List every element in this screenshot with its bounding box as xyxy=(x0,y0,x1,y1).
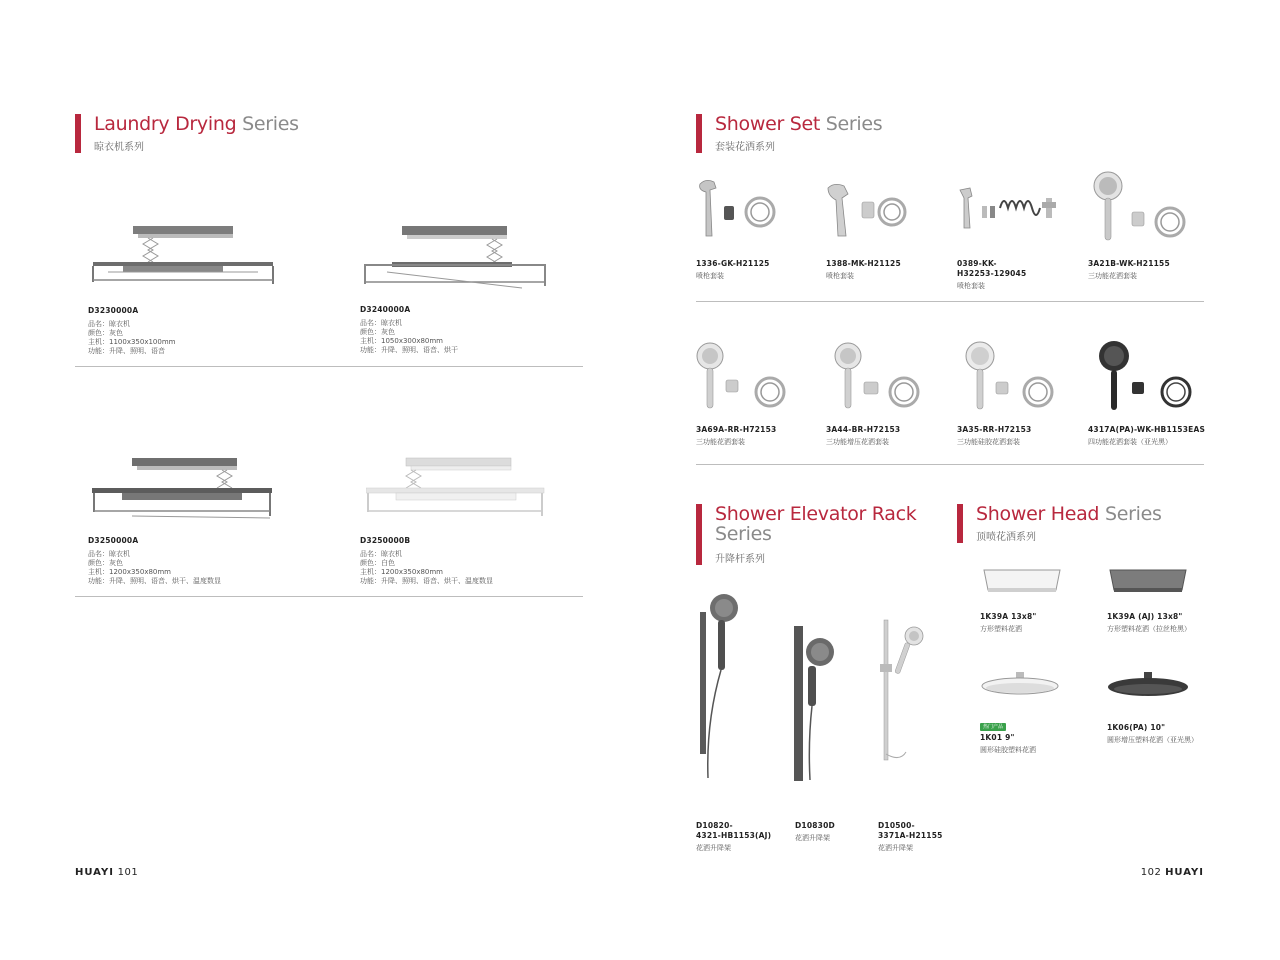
product-code: 1K39A (AJ) 13x8" xyxy=(1107,612,1183,621)
shower-set-item xyxy=(826,259,901,281)
title-highlight: Shower Head xyxy=(976,503,1100,525)
product-spec: 品名：晾衣机 xyxy=(360,319,402,327)
product-spec: 功能：升降、照明、语音、烘干 xyxy=(360,346,458,354)
product-desc: 方形塑料花洒 xyxy=(980,625,1022,633)
laundry-rack-d3230000a-image xyxy=(88,222,278,292)
shower-head-item xyxy=(1107,723,1198,745)
elevator-rack-image xyxy=(876,614,926,766)
left-footer xyxy=(75,867,138,878)
product-desc: 圆形增压塑料花洒（亚光黑） xyxy=(1107,736,1198,744)
hot-badge: 热门产品 xyxy=(980,723,1006,731)
shower-set-item xyxy=(696,425,776,447)
elevator-item xyxy=(696,821,771,853)
product-spec: 功能：升降、照明、语音、烘干、温度数显 xyxy=(88,577,221,585)
product-d3250000b xyxy=(360,536,493,586)
title-highlight: Laundry Drying xyxy=(94,113,237,135)
laundry-rack-d3250000b-image xyxy=(366,456,546,524)
divider xyxy=(696,301,1204,302)
title-tail: Series xyxy=(715,523,772,545)
product-code: 1K39A 13x8" xyxy=(980,612,1037,621)
product-code: D10500- 3371A-H21155 xyxy=(878,821,943,840)
product-spec: 品名：晾衣机 xyxy=(88,320,130,328)
product-code: D10820- 4321-HB1153(AJ) xyxy=(696,821,772,840)
product-code: D3230000A xyxy=(88,306,139,315)
product-desc: 三功能花洒套装 xyxy=(696,438,745,446)
section-subtitle: 升降杆系列 xyxy=(715,554,765,565)
shower-head-item xyxy=(980,713,1036,755)
page-number: 101 xyxy=(117,867,139,878)
square-shower-head-dark-image xyxy=(1106,566,1190,596)
product-code: D10830D xyxy=(795,821,835,830)
shower-set-item xyxy=(1088,259,1170,281)
page-number: 102 xyxy=(1140,867,1162,878)
product-desc: 喷枪套装 xyxy=(826,272,854,280)
shower-head-item xyxy=(1107,612,1191,634)
product-spec: 主机：1200x350x80mm xyxy=(360,568,444,576)
product-spec: 功能：升降、照明、语音、烘干、温度数显 xyxy=(360,577,493,585)
square-shower-head-image xyxy=(980,566,1064,596)
title-highlight: Shower Set xyxy=(715,113,821,135)
section-subtitle: 顶喷花洒系列 xyxy=(976,532,1036,543)
product-desc: 圆形硅胶塑料花洒 xyxy=(980,746,1036,754)
product-d3250000a xyxy=(88,536,221,586)
footer-brand: HUAYI xyxy=(75,867,114,878)
round-shower-head-image xyxy=(980,670,1062,698)
product-spec: 品名：晾衣机 xyxy=(360,550,402,558)
product-d3240000a xyxy=(360,305,458,355)
laundry-rack-d3250000a-image xyxy=(92,456,274,524)
right-page xyxy=(640,0,1280,960)
product-code: 4317A(PA)-WK-HB1153EAS xyxy=(1088,425,1206,434)
product-code: 3A44-BR-H72153 xyxy=(826,425,901,434)
product-code: 3A35-RR-H72153 xyxy=(957,425,1032,434)
divider xyxy=(696,464,1204,465)
title-tail: Series xyxy=(242,113,299,135)
hand-shower-set-image xyxy=(826,340,926,412)
hand-shower-set-image xyxy=(696,340,796,412)
product-desc: 喷枪套装 xyxy=(696,272,724,280)
product-code: D3250000A xyxy=(88,536,139,545)
product-spec: 主机：1200x350x80mm xyxy=(88,568,172,576)
product-desc: 花洒升降架 xyxy=(878,844,913,852)
product-desc: 花洒升降架 xyxy=(696,844,731,852)
product-desc: 三功能花洒套装 xyxy=(1088,272,1137,280)
divider xyxy=(75,366,583,367)
product-code: 0389-KK- H32253-129045 xyxy=(957,259,1027,278)
spray-gun-spring-hose-image xyxy=(956,184,1066,232)
product-desc: 花洒升降架 xyxy=(795,834,830,842)
spray-gun-set-image xyxy=(826,180,910,242)
product-desc: 四功能花洒套装（亚光黑） xyxy=(1088,438,1172,446)
shower-head-section-title xyxy=(957,504,1162,543)
matte-black-hand-shower-set-image xyxy=(1090,340,1198,412)
product-code: 3A21B-WK-H21155 xyxy=(1088,259,1170,268)
title-tail: Series xyxy=(825,113,883,135)
footer-brand: HUAYI xyxy=(1165,867,1204,878)
product-spec: 颜色：白色 xyxy=(360,559,395,567)
divider xyxy=(75,596,583,597)
spray-gun-set-image xyxy=(696,178,780,240)
section-subtitle: 套装花洒系列 xyxy=(715,142,775,153)
hand-shower-set-image xyxy=(956,340,1060,412)
right-footer xyxy=(1141,867,1204,878)
laundry-section-title xyxy=(75,114,299,153)
hand-shower-set-image xyxy=(1090,170,1194,244)
elevator-rack-image xyxy=(696,592,744,784)
elevator-item xyxy=(878,821,943,853)
shower-set-item xyxy=(957,259,1026,291)
shower-set-item xyxy=(1088,425,1205,447)
product-desc: 喷枪套装 xyxy=(957,282,985,290)
section-subtitle: 晾衣机系列 xyxy=(94,142,144,153)
product-desc: 三功能硅胶花洒套装 xyxy=(957,438,1020,446)
shower-set-item xyxy=(696,259,770,281)
product-spec: 主机：1100x350x100mm xyxy=(88,338,176,346)
product-code: 1K01 9" xyxy=(980,733,1015,742)
product-spec: 颜色：灰色 xyxy=(360,328,395,336)
product-spec: 颜色：灰色 xyxy=(88,329,123,337)
product-code: 1K06(PA) 10" xyxy=(1107,723,1166,732)
shower-set-section-title xyxy=(696,114,882,153)
laundry-rack-d3240000a-image xyxy=(362,222,550,294)
shower-set-item xyxy=(826,425,900,447)
product-code: 3A69A-RR-H72153 xyxy=(696,425,777,434)
elevator-item xyxy=(795,821,835,843)
shower-set-item xyxy=(957,425,1031,447)
round-shower-head-black-image xyxy=(1106,670,1190,700)
product-d3230000a xyxy=(88,306,175,356)
product-spec: 颜色：灰色 xyxy=(88,559,123,567)
product-spec: 品名：晾衣机 xyxy=(88,550,130,558)
product-spec: 功能：升降、照明、语音 xyxy=(88,347,165,355)
product-code: 1336-GK-H21125 xyxy=(696,259,770,268)
product-code: D3240000A xyxy=(360,305,411,314)
product-desc: 三功能增压花洒套装 xyxy=(826,438,889,446)
shower-head-item xyxy=(980,612,1036,634)
title-tail: Series xyxy=(1104,503,1162,525)
elevator-rack-image xyxy=(790,622,838,784)
elevator-section-title xyxy=(696,504,926,565)
product-spec: 主机：1050x300x80mm xyxy=(360,337,444,345)
product-code: D3250000B xyxy=(360,536,411,545)
product-code: 1388-MK-H21125 xyxy=(826,259,901,268)
title-highlight: Shower Elevator Rack xyxy=(715,503,917,525)
product-desc: 方形塑料花洒（拉丝枪黑） xyxy=(1107,625,1191,633)
